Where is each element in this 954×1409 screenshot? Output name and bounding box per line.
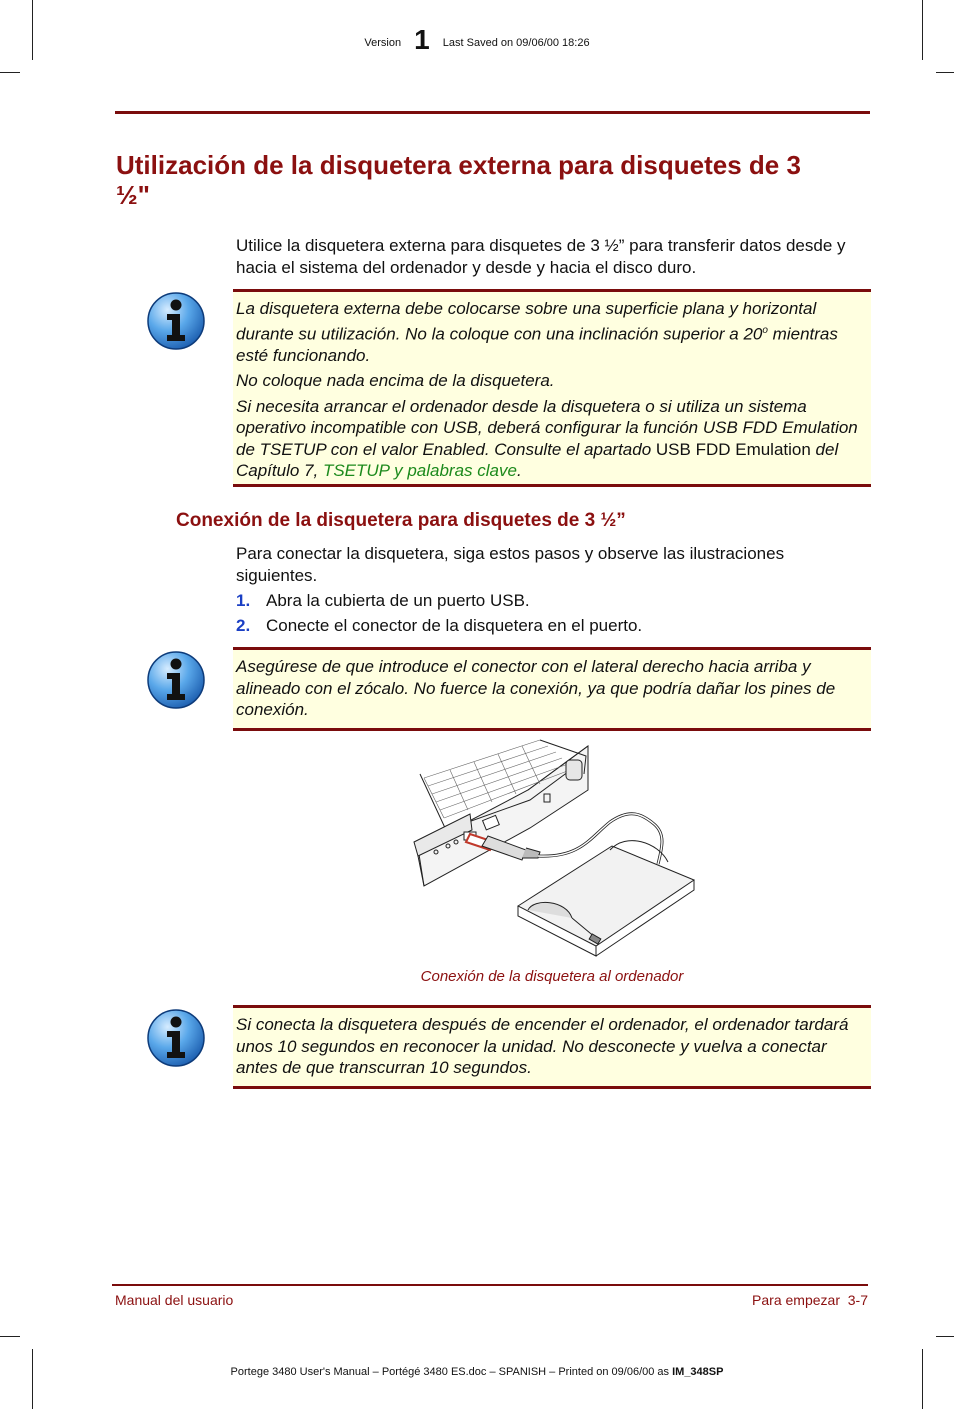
crop-mark: [936, 72, 954, 73]
print-code: IM_348SP: [672, 1366, 724, 1378]
print-info: Portege 3480 User's Manual – Portégé 3480 ES.doc – SPANISH – Printed on 09/06/00 as IM_348SP: [230, 1366, 724, 1378]
last-saved: Last Saved on 09/06/00 18:26: [442, 37, 590, 49]
figure-caption: Conexión de la disquetera al ordenador: [420, 968, 684, 985]
note-paragraph: Si conecta la disquetera después de encender el ordenador, el ordenador tardará unos 10 segundos en reconocer la unidad. No desconecte y vuelva a conectar antes de que transcurran 10 segundos.: [236, 1015, 849, 1077]
document-header: [0, 24, 954, 56]
crop-mark: [0, 72, 20, 73]
info-icon: [146, 650, 206, 710]
subsection-intro: Para conectar la disquetera, siga estos pasos y observe las ilustraciones siguientes.: [236, 544, 785, 585]
degree-sign: o: [762, 324, 768, 336]
crop-mark: [0, 1336, 20, 1337]
note-box: [233, 289, 871, 487]
footer-rule: [112, 1284, 868, 1286]
subsection-title: Conexión de la disquetera para disquetes de 3 ½”: [176, 510, 626, 531]
section-intro: Utilice la disquetera externa para disquetes de 3 ½” para transferir datos desde y hacia el sistema del ordenador y desde y hacia el disco duro.: [236, 236, 846, 277]
note-box: [233, 647, 871, 731]
list-item: [236, 615, 866, 637]
step-number: 1.: [236, 591, 251, 610]
crop-mark: [922, 1349, 923, 1409]
version-label: Version: [364, 37, 402, 49]
setting-name: USB FDD Emulation: [655, 439, 811, 459]
step-number: 2.: [236, 616, 251, 635]
version-number: 1: [414, 24, 430, 55]
note-paragraph: No coloque nada encima de la disquetera.: [236, 371, 555, 391]
section-title: Utilización de la disquetera externa para disquetes de 3 ½": [116, 150, 801, 210]
top-rule: [115, 111, 870, 114]
step-text: Abra la cubierta de un puerto USB.: [266, 591, 530, 610]
info-icon: [146, 1008, 206, 1068]
step-list: [236, 590, 866, 637]
note-box: [233, 1005, 871, 1089]
list-item: [236, 590, 866, 612]
note-paragraph: La disquetera externa debe colocarse sobre una superficie plana y horizontal durante su utilización. No la coloque con una inclinación superior a 20$^o$ mientras esté funcionando.: [236, 299, 838, 365]
note-paragraph: Si necesita arrancar el ordenador desde la disquetera o si utiliza un sistema operativo incompatible con USB, deberá configurar la función USB FDD Emulation de TSETUP con el valor Enabled. Consulte el apartado USB FDD Emulation del Capítulo 7, TSETUP y palabras clave.: [236, 396, 858, 481]
info-icon: [146, 291, 206, 351]
footer-manual-title: Manual del usuario: [115, 1292, 234, 1308]
crop-mark: [32, 1349, 33, 1409]
note-paragraph: Asegúrese de que introduce el conector con el lateral derecho hacia arriba y alineado con el zócalo. No fuerce la conexión, ya que podría dañar los pines de conexión.: [236, 657, 836, 719]
step-text: Conecte el conector de la disquetera en el puerto.: [266, 616, 643, 635]
floppy-connection-illustration: [410, 738, 710, 962]
crop-mark: [936, 1336, 954, 1337]
chapter-link[interactable]: TSETUP y palabras clave: [322, 461, 517, 481]
footer-page-number: Para empezar 3-7: [752, 1292, 868, 1308]
